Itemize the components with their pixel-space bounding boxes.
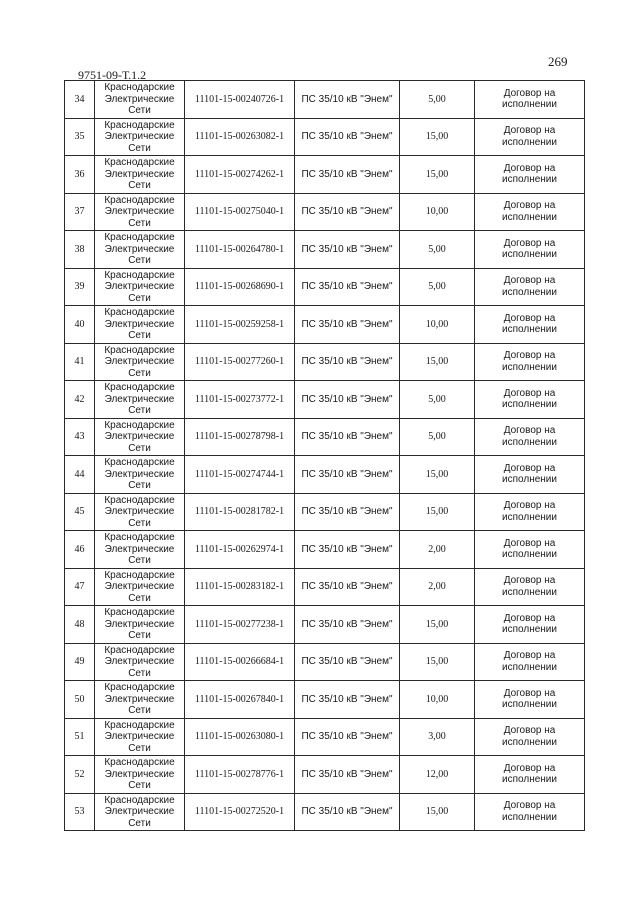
row-number-cell: 36 xyxy=(65,156,95,194)
organization-cell xyxy=(95,643,185,681)
organization-cell xyxy=(95,268,185,306)
organization-line: Краснодарские xyxy=(104,344,175,356)
status-cell: Договор на исполнении xyxy=(475,156,585,194)
organization-line: Электрические xyxy=(104,581,175,592)
status-cell: Договор на исполнении xyxy=(475,306,585,344)
power-cell: 5,00 xyxy=(400,268,475,306)
contract-code-cell: 11101-15-00266684-1 xyxy=(185,643,295,681)
power-cell: 2,00 xyxy=(400,531,475,569)
row-number-cell: 52 xyxy=(65,756,95,794)
power-cell: 10,00 xyxy=(400,193,475,231)
table-row xyxy=(65,793,585,831)
contract-code-cell: 11101-15-00267840-1 xyxy=(185,681,295,719)
contract-code-cell: 11101-15-00262974-1 xyxy=(185,531,295,569)
contract-code-cell: 11101-15-00281782-1 xyxy=(185,493,295,531)
power-cell: 15,00 xyxy=(400,343,475,381)
row-number-cell: 42 xyxy=(65,381,95,419)
organization-cell xyxy=(95,418,185,456)
organization-line: Краснодарские xyxy=(104,644,175,656)
organization-line: Сети xyxy=(128,180,151,191)
organization-line: Электрические xyxy=(104,768,175,780)
organization-cell xyxy=(95,193,185,231)
contract-code-cell: 11101-15-00277238-1 xyxy=(185,606,295,644)
table-row xyxy=(65,643,585,681)
organization-line: Электрические xyxy=(104,693,175,705)
organization-line: Электрические xyxy=(104,93,175,105)
status-cell: Договор на исполнении xyxy=(475,493,585,531)
organization-line: Электрические xyxy=(104,393,175,405)
table-row xyxy=(65,156,585,194)
row-number-cell: 50 xyxy=(65,681,95,719)
table-row xyxy=(65,306,585,344)
substation-cell: ПС 35/10 кВ "Энем" xyxy=(295,343,400,381)
row-number-cell: 43 xyxy=(65,418,95,456)
organization-cell xyxy=(95,568,185,606)
contract-code-cell: 11101-15-00263080-1 xyxy=(185,718,295,756)
organization-line: Сети xyxy=(128,517,151,529)
power-cell: 15,00 xyxy=(400,793,475,831)
organization-line: Сети xyxy=(128,667,151,679)
organization-line: Краснодарские xyxy=(104,457,175,468)
contract-code-cell: 11101-15-00272520-1 xyxy=(185,793,295,831)
organization-line: Электрические xyxy=(104,131,175,142)
organization-line: Краснодарские xyxy=(104,419,175,431)
row-number-cell: 49 xyxy=(65,643,95,681)
power-cell: 15,00 xyxy=(400,493,475,531)
substation-cell: ПС 35/10 кВ "Энем" xyxy=(295,568,400,606)
status-cell: Договор на исполнении xyxy=(475,193,585,231)
row-number-cell: 46 xyxy=(65,531,95,569)
status-cell: Договор на исполнении xyxy=(475,606,585,644)
substation-cell: ПС 35/10 кВ "Энем" xyxy=(295,493,400,531)
organization-line: Электрические xyxy=(104,543,175,555)
organization-line: Сети xyxy=(128,442,151,454)
table-row xyxy=(65,456,585,494)
row-number-cell: 41 xyxy=(65,343,95,381)
organization-line: Электрические xyxy=(104,656,175,667)
organization-line: Сети xyxy=(128,292,151,304)
organization-line: Краснодарские xyxy=(104,157,175,168)
row-number-cell: 39 xyxy=(65,268,95,306)
status-cell: Договор на исполнении xyxy=(475,343,585,381)
table-row xyxy=(65,381,585,419)
organization-line: Краснодарские xyxy=(104,232,175,243)
row-number-cell: 40 xyxy=(65,306,95,344)
organization-line: Краснодарские xyxy=(104,794,175,806)
organization-cell xyxy=(95,493,185,531)
status-cell: Договор на исполнении xyxy=(475,118,585,156)
organization-cell xyxy=(95,681,185,719)
power-cell: 15,00 xyxy=(400,118,475,156)
table-row xyxy=(65,268,585,306)
power-cell: 5,00 xyxy=(400,381,475,419)
substation-cell: ПС 35/10 кВ "Энем" xyxy=(295,156,400,194)
organization-line: Электрические xyxy=(104,356,175,367)
organization-line: Сети xyxy=(128,480,151,491)
organization-line: Электрические xyxy=(104,168,175,180)
organization-line: Электрические xyxy=(104,618,175,630)
substation-cell: ПС 35/10 кВ "Энем" xyxy=(295,193,400,231)
contract-code-cell: 11101-15-00274744-1 xyxy=(185,456,295,494)
contract-code-cell: 11101-15-00277260-1 xyxy=(185,343,295,381)
substation-cell: ПС 35/10 кВ "Энем" xyxy=(295,418,400,456)
organization-line: Сети xyxy=(128,217,151,229)
substation-cell: ПС 35/10 кВ "Энем" xyxy=(295,268,400,306)
organization-cell xyxy=(95,343,185,381)
substation-cell: ПС 35/10 кВ "Энем" xyxy=(295,718,400,756)
row-number-cell: 47 xyxy=(65,568,95,606)
status-cell: Договор на исполнении xyxy=(475,568,585,606)
organization-line: Краснодарские xyxy=(104,569,175,581)
organization-cell xyxy=(95,531,185,569)
substation-cell: ПС 35/10 кВ "Энем" xyxy=(295,231,400,269)
row-number-cell: 45 xyxy=(65,493,95,531)
contract-code-cell: 11101-15-00263082-1 xyxy=(185,118,295,156)
organization-line: Сети xyxy=(128,780,151,791)
row-number-cell: 34 xyxy=(65,81,95,119)
organization-cell xyxy=(95,606,185,644)
organization-line: Краснодарские xyxy=(104,194,175,206)
substation-cell: ПС 35/10 кВ "Энем" xyxy=(295,793,400,831)
organization-line: Сети xyxy=(128,405,151,416)
organization-line: Сети xyxy=(128,742,151,754)
organization-line: Краснодарские xyxy=(104,82,175,93)
organization-line: Сети xyxy=(128,142,151,154)
row-number-cell: 38 xyxy=(65,231,95,269)
organization-line: Электрические xyxy=(104,731,175,742)
row-number-cell: 44 xyxy=(65,456,95,494)
contract-code-cell: 11101-15-00259258-1 xyxy=(185,306,295,344)
power-cell: 15,00 xyxy=(400,606,475,644)
contracts-table xyxy=(64,80,585,831)
organization-line: Краснодарские xyxy=(104,119,175,131)
organization-line: Электрические xyxy=(104,318,175,330)
organization-line: Сети xyxy=(128,817,151,829)
contract-code-cell: 11101-15-00240726-1 xyxy=(185,81,295,119)
table-row xyxy=(65,568,585,606)
power-cell: 5,00 xyxy=(400,231,475,269)
status-cell: Договор на исполнении xyxy=(475,531,585,569)
power-cell: 2,00 xyxy=(400,568,475,606)
contract-code-cell: 11101-15-00274262-1 xyxy=(185,156,295,194)
status-cell: Договор на исполнении xyxy=(475,643,585,681)
contract-code-cell: 11101-15-00275040-1 xyxy=(185,193,295,231)
substation-cell: ПС 35/10 кВ "Энем" xyxy=(295,81,400,119)
table-row xyxy=(65,718,585,756)
status-cell: Договор на исполнении xyxy=(475,718,585,756)
row-number-cell: 53 xyxy=(65,793,95,831)
substation-cell: ПС 35/10 кВ "Энем" xyxy=(295,531,400,569)
organization-line: Электрические xyxy=(104,243,175,255)
table-row xyxy=(65,493,585,531)
substation-cell: ПС 35/10 кВ "Энем" xyxy=(295,756,400,794)
organization-line: Сети xyxy=(128,705,151,716)
table-row xyxy=(65,418,585,456)
contract-code-cell: 11101-15-00273772-1 xyxy=(185,381,295,419)
row-number-cell: 37 xyxy=(65,193,95,231)
organization-cell xyxy=(95,793,185,831)
substation-cell: ПС 35/10 кВ "Энем" xyxy=(295,456,400,494)
table-row xyxy=(65,606,585,644)
organization-line: Краснодарские xyxy=(104,757,175,768)
table-row xyxy=(65,231,585,269)
status-cell: Договор на исполнении xyxy=(475,681,585,719)
power-cell: 5,00 xyxy=(400,81,475,119)
substation-cell: ПС 35/10 кВ "Энем" xyxy=(295,306,400,344)
contract-code-cell: 11101-15-00283182-1 xyxy=(185,568,295,606)
organization-line: Электрические xyxy=(104,806,175,817)
substation-cell: ПС 35/10 кВ "Энем" xyxy=(295,381,400,419)
table-row xyxy=(65,531,585,569)
organization-line: Краснодарские xyxy=(104,269,175,281)
organization-cell xyxy=(95,231,185,269)
organization-line: Электрические xyxy=(104,468,175,480)
table-row xyxy=(65,343,585,381)
organization-line: Сети xyxy=(128,555,151,566)
status-cell: Договор на исполнении xyxy=(475,231,585,269)
status-cell: Договор на исполнении xyxy=(475,81,585,119)
table-row xyxy=(65,118,585,156)
power-cell: 15,00 xyxy=(400,456,475,494)
organization-line: Краснодарские xyxy=(104,682,175,693)
status-cell: Договор на исполнении xyxy=(475,756,585,794)
substation-cell: ПС 35/10 кВ "Энем" xyxy=(295,643,400,681)
power-cell: 5,00 xyxy=(400,418,475,456)
document-code: 9751-09-Т.1.2 xyxy=(78,68,147,82)
organization-cell xyxy=(95,156,185,194)
organization-cell xyxy=(95,81,185,119)
power-cell: 10,00 xyxy=(400,306,475,344)
organization-cell xyxy=(95,306,185,344)
page-number: 269 xyxy=(548,54,568,69)
organization-line: Электрические xyxy=(104,281,175,292)
organization-line: Сети xyxy=(128,105,151,116)
power-cell: 3,00 xyxy=(400,718,475,756)
contract-code-cell: 11101-15-00268690-1 xyxy=(185,268,295,306)
organization-line: Краснодарские xyxy=(104,307,175,318)
organization-cell xyxy=(95,456,185,494)
status-cell: Договор на исполнении xyxy=(475,456,585,494)
organization-cell xyxy=(95,756,185,794)
organization-line: Сети xyxy=(128,330,151,341)
status-cell: Договор на исполнении xyxy=(475,418,585,456)
substation-cell: ПС 35/10 кВ "Энем" xyxy=(295,118,400,156)
status-cell: Договор на исполнении xyxy=(475,268,585,306)
organization-cell xyxy=(95,718,185,756)
contracts-table-body xyxy=(65,81,585,831)
organization-line: Электрические xyxy=(104,206,175,217)
organization-line: Сети xyxy=(128,367,151,379)
organization-line: Краснодарские xyxy=(104,382,175,393)
row-number-cell: 48 xyxy=(65,606,95,644)
contract-code-cell: 11101-15-00264780-1 xyxy=(185,231,295,269)
contract-code-cell: 11101-15-00278798-1 xyxy=(185,418,295,456)
table-row xyxy=(65,681,585,719)
power-cell: 12,00 xyxy=(400,756,475,794)
organization-line: Сети xyxy=(128,630,151,641)
table-row xyxy=(65,81,585,119)
table-row xyxy=(65,756,585,794)
power-cell: 15,00 xyxy=(400,156,475,194)
row-number-cell: 51 xyxy=(65,718,95,756)
contract-code-cell: 11101-15-00278776-1 xyxy=(185,756,295,794)
table-row xyxy=(65,193,585,231)
substation-cell: ПС 35/10 кВ "Энем" xyxy=(295,681,400,719)
organization-line: Электрические xyxy=(104,431,175,442)
organization-line: Краснодарские xyxy=(104,494,175,506)
organization-cell xyxy=(95,118,185,156)
organization-line: Электрические xyxy=(104,506,175,517)
organization-line: Краснодарские xyxy=(104,607,175,618)
status-cell: Договор на исполнении xyxy=(475,381,585,419)
organization-line: Краснодарские xyxy=(104,719,175,731)
power-cell: 10,00 xyxy=(400,681,475,719)
organization-line: Сети xyxy=(128,255,151,266)
row-number-cell: 35 xyxy=(65,118,95,156)
organization-cell xyxy=(95,381,185,419)
organization-line: Краснодарские xyxy=(104,532,175,543)
substation-cell: ПС 35/10 кВ "Энем" xyxy=(295,606,400,644)
power-cell: 15,00 xyxy=(400,643,475,681)
status-cell: Договор на исполнении xyxy=(475,793,585,831)
organization-line: Сети xyxy=(128,592,151,604)
